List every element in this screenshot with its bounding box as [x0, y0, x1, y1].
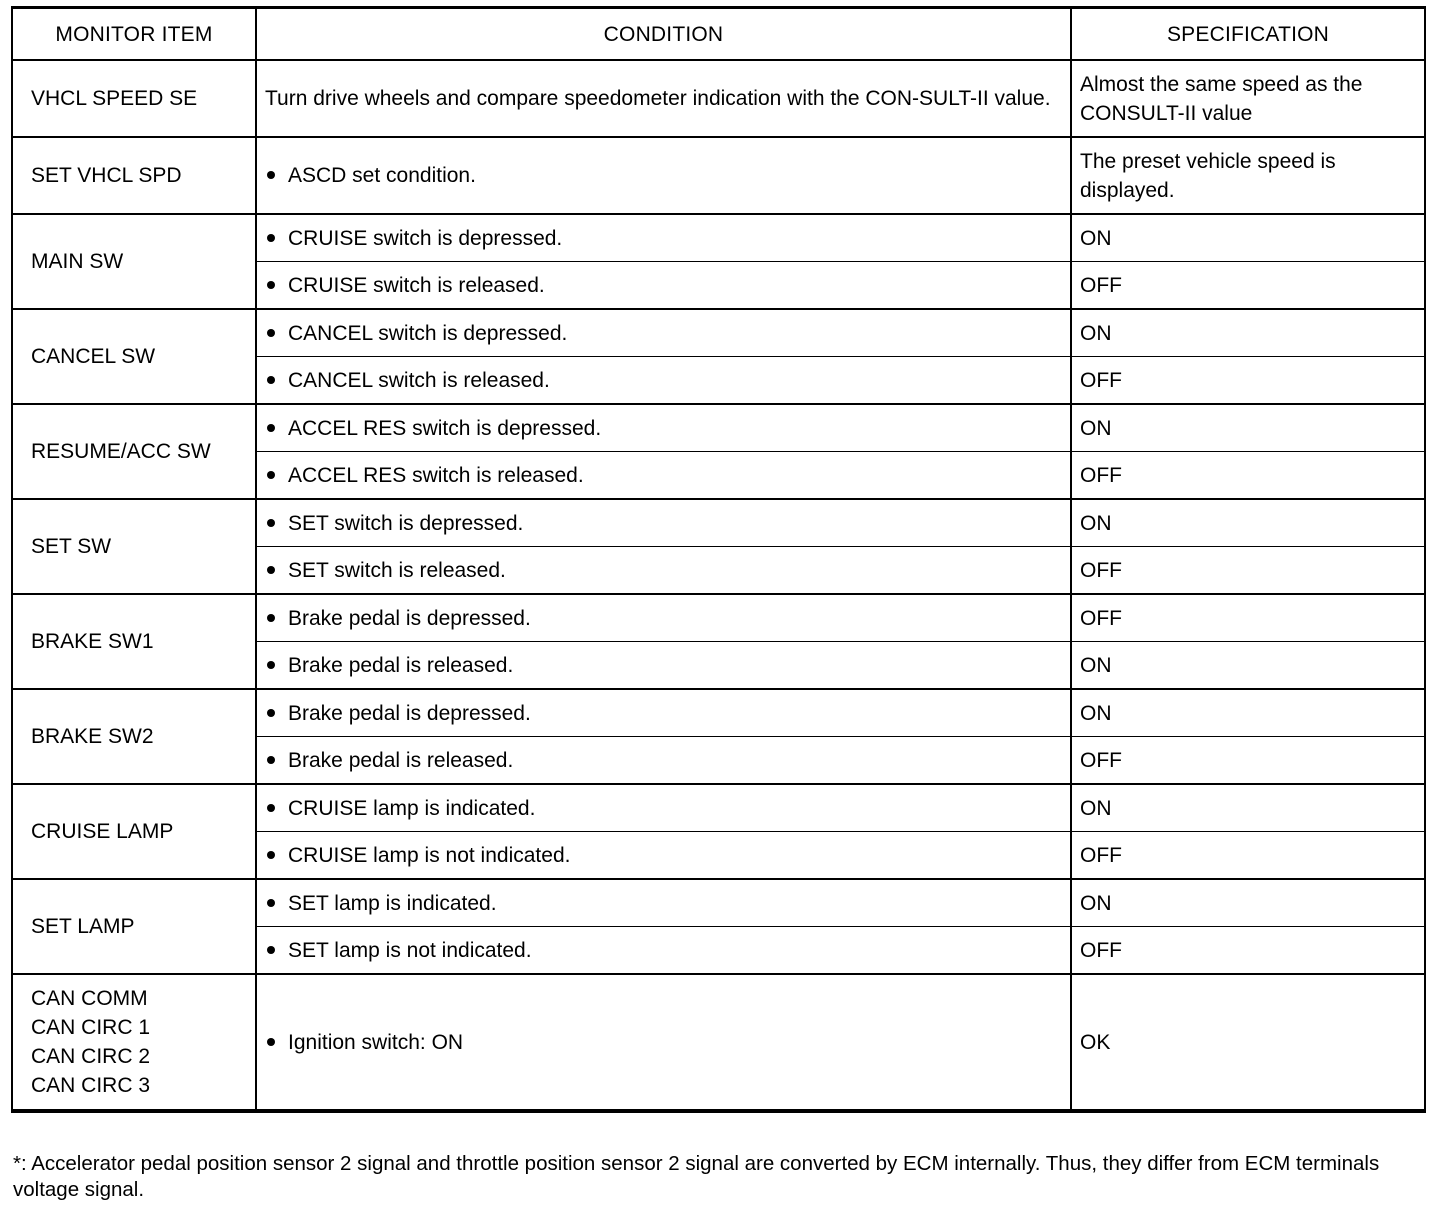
specification-cell: OFF	[1071, 594, 1425, 642]
bullet-icon	[267, 899, 275, 907]
condition-text: Ignition switch: ON	[288, 1030, 464, 1054]
condition-cell	[256, 137, 1071, 214]
table-row	[12, 137, 1425, 214]
condition-text: ACCEL RES switch is released.	[288, 463, 584, 487]
table-row	[12, 594, 1425, 642]
condition-cell	[256, 499, 1071, 547]
condition-cell	[256, 60, 1071, 137]
condition-text: Brake pedal is released.	[288, 653, 514, 677]
monitor-spec-table	[11, 6, 1426, 1113]
condition-text: Brake pedal is depressed.	[288, 701, 531, 725]
condition-text: SET switch is released.	[288, 558, 506, 582]
monitor-item-cell: SET LAMP	[12, 879, 256, 974]
bullet-icon	[267, 519, 275, 527]
condition-cell	[256, 357, 1071, 405]
table-row-can	[12, 974, 1425, 1111]
can-item-line: CAN CIRC 1	[31, 1016, 151, 1039]
specification-cell: ON	[1071, 214, 1425, 262]
condition-cell	[256, 642, 1071, 690]
specification-cell: ON	[1071, 499, 1425, 547]
bullet-icon	[267, 614, 275, 622]
condition-cell	[256, 404, 1071, 452]
condition-cell	[256, 594, 1071, 642]
table-row	[12, 784, 1425, 832]
condition-text: Turn drive wheels and compare speedometer indication with the CON-SULT-II value.	[265, 87, 1051, 110]
bullet-icon	[267, 946, 275, 954]
condition-text: CRUISE lamp is indicated.	[288, 796, 536, 820]
table-header-row	[12, 8, 1425, 61]
condition-cell	[256, 974, 1071, 1111]
table-row	[12, 309, 1425, 357]
condition-text: CRUISE lamp is not indicated.	[288, 843, 571, 867]
bullet-icon	[267, 234, 275, 242]
condition-cell	[256, 309, 1071, 357]
specification-cell: ON	[1071, 404, 1425, 452]
specification-cell: ON	[1071, 309, 1425, 357]
specification-cell: ON	[1071, 784, 1425, 832]
condition-text: SET lamp is not indicated.	[288, 938, 532, 962]
specification-cell: The preset vehicle speed is displayed.	[1071, 137, 1425, 214]
condition-cell	[256, 784, 1071, 832]
specification-cell: OFF	[1071, 262, 1425, 310]
bullet-icon	[267, 329, 275, 337]
condition-cell	[256, 879, 1071, 927]
table-row	[12, 499, 1425, 547]
footnote: *: Accelerator pedal position sensor 2 signal and throttle position sensor 2 signal are converted by ECM internally. Thus, they differ from ECM terminals voltage signal.	[13, 1152, 1380, 1201]
bullet-icon	[267, 709, 275, 717]
monitor-item-cell: CRUISE LAMP	[12, 784, 256, 879]
condition-cell	[256, 452, 1071, 500]
specification-cell: ON	[1071, 879, 1425, 927]
specification-cell: OFF	[1071, 737, 1425, 785]
bullet-icon	[267, 471, 275, 479]
bullet-icon	[267, 424, 275, 432]
table-row	[12, 879, 1425, 927]
bullet-icon	[267, 661, 275, 669]
bullet-icon	[267, 851, 275, 859]
specification-cell: OFF	[1071, 927, 1425, 975]
can-item-line: CAN CIRC 3	[31, 1074, 151, 1097]
condition-text: CRUISE switch is released.	[288, 273, 545, 297]
bullet-icon	[267, 376, 275, 384]
condition-text: SET switch is depressed.	[288, 511, 524, 535]
header-condition: CONDITION	[256, 8, 1071, 61]
monitor-item-cell	[12, 974, 256, 1111]
monitor-item-cell: SET SW	[12, 499, 256, 594]
bullet-icon	[267, 171, 275, 179]
table-row	[12, 404, 1425, 452]
condition-cell	[256, 737, 1071, 785]
specification-cell: Almost the same speed as the CONSULT-II value	[1071, 60, 1425, 137]
condition-text: CANCEL switch is released.	[288, 368, 550, 392]
header-monitor-item: MONITOR ITEM	[12, 8, 256, 61]
bullet-icon	[267, 566, 275, 574]
condition-text: CANCEL switch is depressed.	[288, 321, 568, 345]
monitor-item-cell: MAIN SW	[12, 214, 256, 309]
condition-text: CRUISE switch is depressed.	[288, 226, 563, 250]
can-item-line: CAN CIRC 2	[31, 1045, 151, 1068]
monitor-item-cell: VHCL SPEED SE	[12, 60, 256, 137]
bullet-icon	[267, 281, 275, 289]
specification-cell: OFF	[1071, 547, 1425, 595]
condition-text: ACCEL RES switch is depressed.	[288, 416, 602, 440]
specification-cell: OFF	[1071, 832, 1425, 880]
specification-cell: OFF	[1071, 357, 1425, 405]
condition-cell	[256, 689, 1071, 737]
monitor-item-cell: CANCEL SW	[12, 309, 256, 404]
condition-cell	[256, 927, 1071, 975]
specification-cell: OK	[1071, 974, 1425, 1111]
condition-text: Brake pedal is released.	[288, 748, 514, 772]
table-row	[12, 214, 1425, 262]
condition-cell	[256, 832, 1071, 880]
specification-cell: ON	[1071, 642, 1425, 690]
condition-cell	[256, 262, 1071, 310]
monitor-item-cell: BRAKE SW2	[12, 689, 256, 784]
specification-cell: OFF	[1071, 452, 1425, 500]
specification-cell: ON	[1071, 689, 1425, 737]
monitor-item-cell: SET VHCL SPD	[12, 137, 256, 214]
monitor-item-cell: BRAKE SW1	[12, 594, 256, 689]
bullet-icon	[267, 1038, 275, 1046]
header-specification: SPECIFICATION	[1071, 8, 1425, 61]
monitor-item-cell: RESUME/ACC SW	[12, 404, 256, 499]
table-row	[12, 689, 1425, 737]
can-item-line: CAN COMM	[31, 987, 148, 1010]
table-row	[12, 60, 1425, 137]
condition-cell	[256, 547, 1071, 595]
condition-text: ASCD set condition.	[288, 164, 476, 187]
bullet-icon	[267, 756, 275, 764]
condition-text: Brake pedal is depressed.	[288, 606, 531, 630]
bullet-icon	[267, 804, 275, 812]
table-body	[12, 60, 1425, 1111]
condition-cell	[256, 214, 1071, 262]
condition-text: SET lamp is indicated.	[288, 891, 497, 915]
